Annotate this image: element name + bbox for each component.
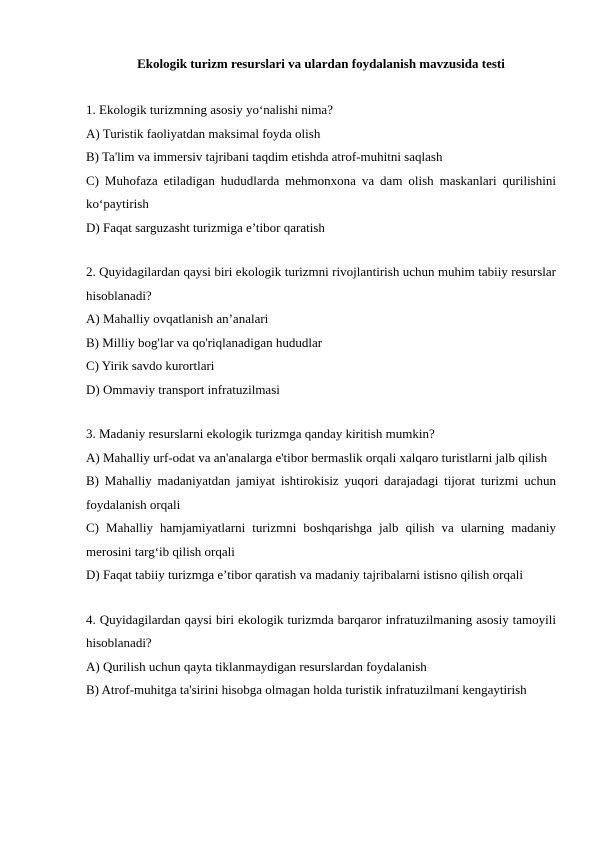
question-text: 1. Ekologik turizmning asosiy yo‘nalishi nima?: [86, 102, 333, 117]
answer-option-c: C) Muhofaza etiladigan hududlarda mehmonxona va dam olish maskanlari qurilishini ko‘paytirish: [86, 172, 556, 211]
answer-option-b: B) Milliy bog'lar va qo'riqlanadigan hududlar: [86, 334, 323, 350]
question-3: [86, 422, 556, 587]
question-text: 2. Quyidagilardan qaysi biri ekologik turizmni rivojlantirish uchun muhim tabiiy resurslar hisoblanadi?: [86, 264, 556, 303]
answer-option-a: A) Mahalliy urf-odat va an'analarga e'tibor bermaslik orqali xalqaro turistlarni jalb qilish: [86, 449, 548, 465]
answer-option-a: A) Qurilish uchun qayta tiklanmaydigan resurslardan foydalanish: [86, 658, 427, 674]
answer-option-d: D) Faqat sarguzasht turizmiga e’tibor qaratish: [86, 219, 325, 235]
question-2: [86, 260, 556, 401]
answer-option-d: D) Ommaviy transport infratuzilmasi: [86, 381, 280, 397]
answer-option-c: C) Yirik savdo kurortlari: [86, 358, 215, 373]
question-text: 3. Madaniy resurslarni ekologik turizmga qanday kiritish mumkin?: [86, 426, 435, 441]
question-text: 4. Quyidagilardan qaysi biri ekologik turizmda barqaror infratuzilmaning asosiy tamoyili hisoblanadi?: [86, 611, 556, 650]
answer-option-b: B) Atrof-muhitga ta'sirini hisobga olmagan holda turistik infratuzilmani kengaytirish: [86, 682, 527, 697]
question-1: [86, 98, 556, 239]
answer-option-a: A) Turistik faoliyatdan maksimal foyda olish: [86, 125, 321, 141]
answer-option-b: B) Mahalliy madaniyatdan jamiyat ishtirokisiz yuqori darajadagi tijorat turizmi uchun foydalanish orqali: [86, 473, 556, 512]
answer-option-a: A) Mahalliy ovqatlanish an’analari: [86, 311, 269, 326]
answer-option-d: D) Faqat tabiiy turizmga e’tibor qaratish va madaniy tajribalarni istisno qilish orqali: [86, 567, 523, 582]
document-title: Ekologik turizm resurslari va ulardan foydalanish mavzusida testi: [137, 56, 505, 71]
document-page: [86, 55, 556, 723]
question-4: [86, 608, 556, 702]
answer-option-c: C) Mahalliy hamjamiyatlarni turizmni boshqarishga jalb qilish va ularning madaniy merosini targ‘ib qilish orqali: [86, 520, 556, 559]
answer-option-b: B) Ta'lim va immersiv tajribani taqdim etishda atrof-muhitni saqlash: [86, 149, 443, 164]
